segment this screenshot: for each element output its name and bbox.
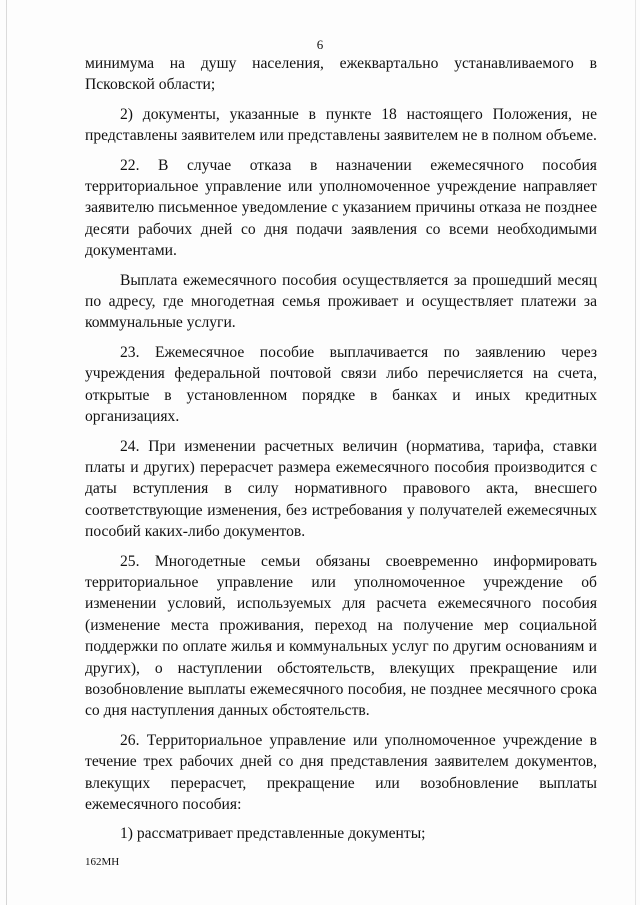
paragraph: 24. При изменении расчетных величин (норматива, тарифа, ставки платы и других) перерасчет размера ежемесячного пособия производится с даты вступления в силу нормативного правового акта, внесшего соответствующие изменения, без истребования у получателей ежемесячных пособий каких-либо документов.	[85, 437, 597, 541]
scan-edge-left	[6, 0, 7, 905]
paragraph: 1) рассматривает представленные документы;	[120, 825, 426, 843]
paragraph: 26. Территориальное управление или уполномоченное учреждение в течение трех рабочих дней со дня представления заявителем документов, влекущих перерасчет, прекращение или возобновление выплаты ежемесячного пособия:	[85, 731, 597, 813]
paragraph: 2) документы, указанные в пункте 18 настоящего Положения, не представлены заявителем или представлены заявителем не в полном объеме.	[85, 105, 597, 145]
page-number: 6	[316, 37, 324, 52]
paragraph: 22. В случае отказа в назначении ежемесячного пособия территориальное управление или уполномоченное учреждение направляет заявителю письменное уведомление с указанием причины отказа не позднее десяти рабочих дней со дня подачи заявления со всеми необходимыми документами.	[85, 156, 597, 260]
footer-document-code: 162МН	[85, 856, 120, 868]
scan-edge-right	[635, 0, 636, 905]
paragraph: Выплата ежемесячного пособия осуществляется за прошедший месяц по адресу, где многодетная семья проживает и осуществляет платежи за коммунальные услуги.	[85, 271, 597, 332]
document-body	[85, 53, 597, 853]
paragraph: 23. Ежемесячное пособие выплачивается по заявлению через учреждения федеральной почтовой связи либо перечисляется на счета, открытые в установленном порядке в банках и иных кредитных организациях.	[85, 343, 597, 426]
paragraph: минимума на душу населения, ежеквартально устанавливаемого в Псковской области;	[85, 55, 597, 94]
paragraph: 25. Многодетные семьи обязаны своевременно информировать территориальное управление или уполномоченное учреждение об изменении условий, используемых для расчета ежемесячного пособия (изменение места проживания, переход на получение мер социальной поддержки по оплате жилья и коммунальных услуг по другим основаниям и других), о наступлении обстоятельств, влекущих прекращение или возобновление выплаты ежемесячного пособия, не позднее месячного срока со дня наступления данных обстоятельств.	[85, 552, 597, 720]
